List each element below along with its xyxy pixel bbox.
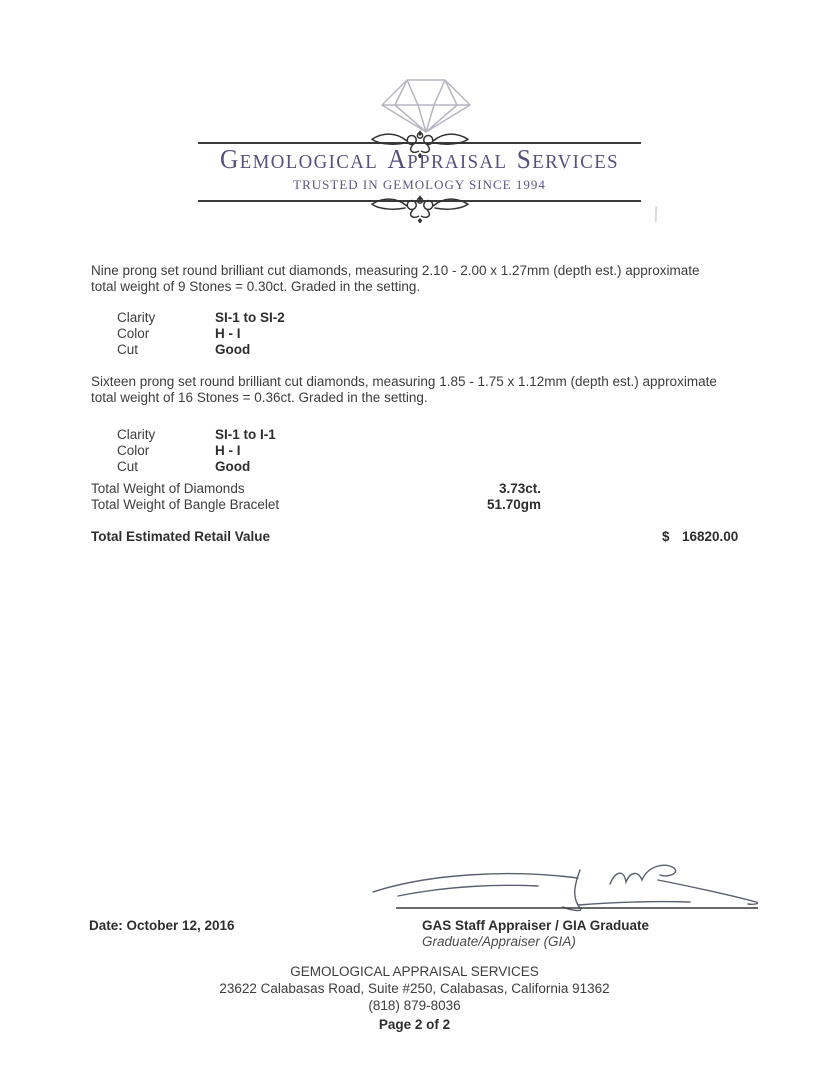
weight-row — [91, 481, 541, 497]
date-text: Date: October 12, 2016 — [89, 918, 235, 933]
grade-value: H - I — [215, 326, 241, 341]
grade-table — [117, 310, 285, 358]
grade-row — [117, 342, 285, 358]
page-indicator: Page 2 of 2 — [378, 1017, 451, 1032]
brand-title — [211, 144, 627, 175]
grade-label: Cut — [117, 342, 139, 357]
grade-label: Clarity — [117, 427, 156, 442]
appraiser-subtitle: Graduate/Appraiser (GIA) — [422, 934, 576, 949]
retail-value-label: Total Estimated Retail Value — [91, 529, 271, 544]
weight-totals — [91, 481, 541, 513]
grade-value: SI-1 to SI-2 — [215, 310, 285, 325]
footer-company: GEMOLOGICAL APPRAISAL SERVICES — [290, 964, 539, 979]
weight-row — [91, 497, 541, 513]
handwritten-signature — [358, 856, 778, 916]
brand-tagline: TRUSTED IN GEMOLOGY SINCE 1994 — [293, 177, 546, 192]
grade-value: SI-1 to I-1 — [215, 427, 276, 442]
weight-value: 51.70gm — [486, 497, 541, 512]
grade-value: Good — [215, 342, 251, 357]
item-description-line: total weight of 9 Stones = 0.30ct. Graded in the setting. — [91, 279, 421, 294]
grade-label: Color — [117, 326, 150, 341]
grade-row — [117, 326, 285, 342]
grade-value: H - I — [215, 443, 241, 458]
grade-value: Good — [215, 459, 251, 474]
brand-title-word: GEMOLOGICAL — [219, 144, 379, 174]
grade-label: Clarity — [117, 310, 156, 325]
flourish-bottom-icon — [355, 193, 485, 223]
brand-title-word: APPRAISAL — [387, 144, 508, 174]
weight-label: Total Weight of Diamonds — [91, 481, 245, 496]
retail-currency-symbol: $ — [662, 529, 670, 544]
retail-amount: 16820.00 — [682, 529, 739, 544]
item-description-line: Sixteen prong set round brilliant cut diamonds, measuring 1.85 - 1.75 x 1.12mm (depth est.) approximate — [91, 374, 717, 389]
grade-row — [117, 459, 276, 475]
item-description-line: Nine prong set round brilliant cut diamonds, measuring 2.10 - 2.00 x 1.27mm (depth est.) approximate — [91, 263, 700, 278]
scan-artifact — [655, 206, 658, 222]
item-description-line: total weight of 16 Stones = 0.36ct. Graded in the setting. — [91, 390, 428, 405]
item-description — [91, 263, 700, 295]
diamond-logo-icon — [381, 79, 471, 133]
grade-label: Cut — [117, 459, 139, 474]
item-description — [91, 374, 717, 406]
grade-table — [117, 427, 276, 475]
weight-label: Total Weight of Bangle Bracelet — [91, 497, 280, 512]
grade-label: Color — [117, 443, 150, 458]
brand-title-word: SERVICES — [516, 144, 620, 174]
footer-address: 23622 Calabasas Road, Suite #250, Calabasas, California 91362 — [219, 981, 610, 996]
grade-row — [117, 443, 276, 459]
footer-phone: (818) 879-8036 — [368, 998, 461, 1013]
grade-row — [117, 427, 276, 443]
appraiser-title: GAS Staff Appraiser / GIA Graduate — [422, 918, 650, 933]
grade-row — [117, 310, 285, 326]
weight-value: 3.73ct. — [498, 481, 541, 496]
